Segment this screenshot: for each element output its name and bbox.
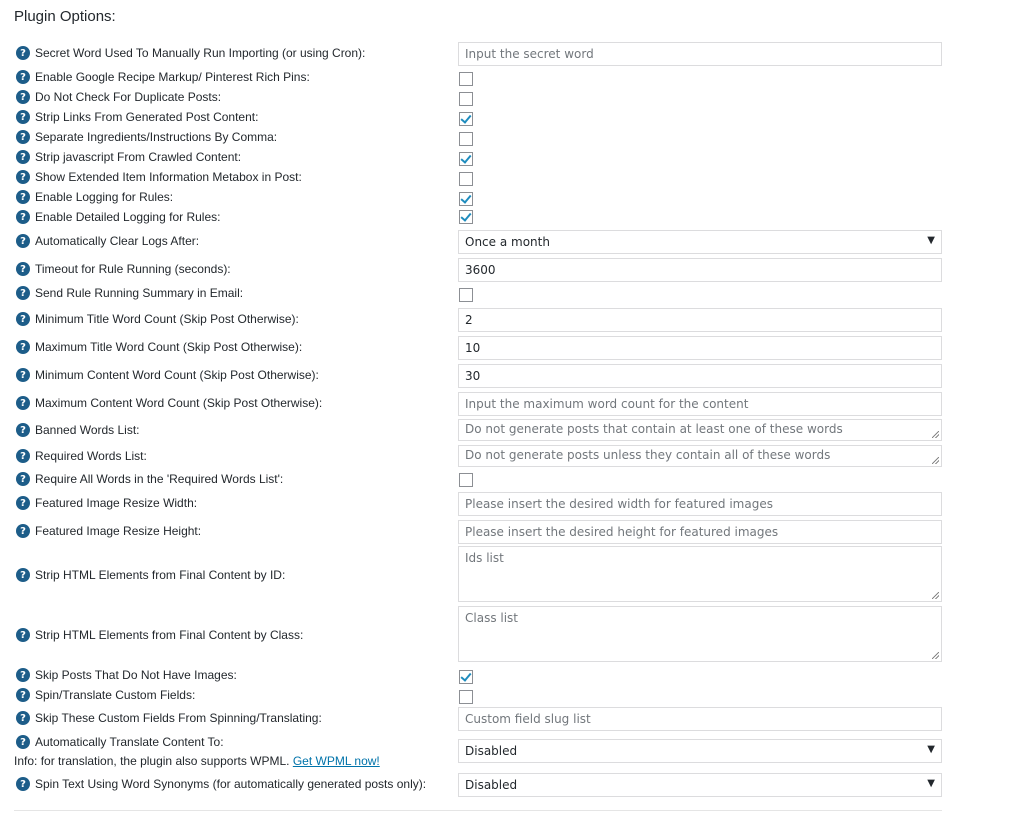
label-featured-height: ? Featured Image Resize Height: — [16, 524, 201, 538]
label-secret-word: ? Secret Word Used To Manually Run Importing (or using Cron): — [16, 46, 365, 60]
label-required-words: ? Required Words List: — [16, 449, 147, 463]
help-icon[interactable]: ? — [16, 711, 30, 725]
google-recipe-markup-checkbox[interactable] — [459, 72, 473, 86]
translate-to-select[interactable]: Disabled ▼ — [458, 739, 942, 763]
get-wpml-link[interactable]: Get WPML now! — [292, 754, 380, 768]
help-icon[interactable]: ? — [16, 210, 30, 224]
label-spin-custom-fields: ? Spin/Translate Custom Fields: — [16, 688, 195, 702]
help-icon[interactable]: ? — [16, 735, 30, 749]
help-icon[interactable]: ? — [16, 46, 30, 60]
label-google-recipe-markup: ? Enable Google Recipe Markup/ Pinterest Rich Pins: — [16, 70, 310, 84]
label-no-duplicate-check: ? Do Not Check For Duplicate Posts: — [16, 90, 221, 104]
label-detailed-logging: ? Enable Detailed Logging for Rules: — [16, 210, 220, 224]
help-icon[interactable]: ? — [16, 234, 30, 248]
no-duplicate-check-checkbox[interactable] — [459, 92, 473, 106]
max-title-words-input[interactable]: 10 — [458, 336, 942, 360]
separate-ingredients-checkbox[interactable] — [459, 132, 473, 146]
dropdown-arrow-icon: ▼ — [927, 235, 935, 246]
help-icon[interactable]: ? — [16, 170, 30, 184]
help-icon[interactable]: ? — [16, 668, 30, 682]
help-icon[interactable]: ? — [16, 340, 30, 354]
label-summary-email: ? Send Rule Running Summary in Email: — [16, 286, 243, 300]
page-title: Plugin Options: — [14, 8, 116, 25]
help-icon[interactable]: ? — [16, 70, 30, 84]
resize-grip-icon[interactable] — [932, 592, 939, 599]
help-icon[interactable]: ? — [16, 568, 30, 582]
featured-width-input[interactable]: Please insert the desired width for featured images — [458, 492, 942, 516]
help-icon[interactable]: ? — [16, 130, 30, 144]
dropdown-arrow-icon: ▼ — [927, 778, 935, 789]
label-translate-to: ? Automatically Translate Content To: — [16, 735, 224, 749]
label-strip-javascript: ? Strip javascript From Crawled Content: — [16, 150, 241, 164]
label-strip-by-id: ? Strip HTML Elements from Final Content by ID: — [16, 568, 285, 582]
help-icon[interactable]: ? — [16, 449, 30, 463]
help-icon[interactable]: ? — [16, 262, 30, 276]
skip-no-images-checkbox[interactable] — [459, 670, 473, 684]
resize-grip-icon[interactable] — [932, 457, 939, 464]
divider — [14, 810, 942, 811]
min-title-words-input[interactable]: 2 — [458, 308, 942, 332]
help-icon[interactable]: ? — [16, 472, 30, 486]
help-icon[interactable]: ? — [16, 423, 30, 437]
label-skip-no-images: ? Skip Posts That Do Not Have Images: — [16, 668, 237, 682]
help-icon[interactable]: ? — [16, 628, 30, 642]
label-separate-ingredients: ? Separate Ingredients/Instructions By Comma: — [16, 130, 277, 144]
spin-custom-fields-checkbox[interactable] — [459, 690, 473, 704]
spin-synonyms-select[interactable]: Disabled ▼ — [458, 773, 942, 797]
label-strip-by-class: ? Strip HTML Elements from Final Content by Class: — [16, 628, 303, 642]
help-icon[interactable]: ? — [16, 524, 30, 538]
help-icon[interactable]: ? — [16, 496, 30, 510]
wpml-info: Info: for translation, the plugin also supports WPML. Get WPML now! — [14, 754, 380, 768]
strip-links-checkbox[interactable] — [459, 112, 473, 126]
resize-grip-icon[interactable] — [932, 652, 939, 659]
help-icon[interactable]: ? — [16, 777, 30, 791]
label-banned-words: ? Banned Words List: — [16, 423, 140, 437]
label-min-content-words: ? Minimum Content Word Count (Skip Post Otherwise): — [16, 368, 319, 382]
help-icon[interactable]: ? — [16, 688, 30, 702]
label-max-content-words: ? Maximum Content Word Count (Skip Post Otherwise): — [16, 396, 322, 410]
strip-by-id-textarea[interactable]: Ids list — [458, 546, 942, 602]
require-all-words-checkbox[interactable] — [459, 473, 473, 487]
resize-grip-icon[interactable] — [932, 431, 939, 438]
label-extended-metabox: ? Show Extended Item Information Metabox in Post: — [16, 170, 302, 184]
banned-words-textarea[interactable]: Do not generate posts that contain at least one of these words — [458, 419, 942, 441]
timeout-input[interactable]: 3600 — [458, 258, 942, 282]
summary-email-checkbox[interactable] — [459, 288, 473, 302]
min-content-words-input[interactable]: 30 — [458, 364, 942, 388]
label-max-title-words: ? Maximum Title Word Count (Skip Post Otherwise): — [16, 340, 302, 354]
max-content-words-input[interactable]: Input the maximum word count for the content — [458, 392, 942, 416]
required-words-textarea[interactable]: Do not generate posts unless they contain all of these words — [458, 445, 942, 467]
strip-javascript-checkbox[interactable] — [459, 152, 473, 166]
secret-word-input[interactable]: Input the secret word — [458, 42, 942, 66]
detailed-logging-checkbox[interactable] — [459, 210, 473, 224]
skip-custom-fields-input[interactable]: Custom field slug list — [458, 707, 942, 731]
help-icon[interactable]: ? — [16, 190, 30, 204]
label-strip-links: ? Strip Links From Generated Post Content: — [16, 110, 258, 124]
label-min-title-words: ? Minimum Title Word Count (Skip Post Otherwise): — [16, 312, 299, 326]
strip-by-class-textarea[interactable]: Class list — [458, 606, 942, 662]
help-icon[interactable]: ? — [16, 368, 30, 382]
dropdown-arrow-icon: ▼ — [927, 744, 935, 755]
clear-logs-select[interactable]: Once a month ▼ — [458, 230, 942, 254]
help-icon[interactable]: ? — [16, 110, 30, 124]
label-spin-synonyms: ? Spin Text Using Word Synonyms (for automatically generated posts only): — [16, 777, 426, 791]
enable-logging-checkbox[interactable] — [459, 192, 473, 206]
help-icon[interactable]: ? — [16, 286, 30, 300]
label-clear-logs: ? Automatically Clear Logs After: — [16, 234, 199, 248]
help-icon[interactable]: ? — [16, 150, 30, 164]
label-require-all-words: ? Require All Words in the 'Required Words List': — [16, 472, 283, 486]
label-timeout: ? Timeout for Rule Running (seconds): — [16, 262, 231, 276]
featured-height-input[interactable]: Please insert the desired height for featured images — [458, 520, 942, 544]
extended-metabox-checkbox[interactable] — [459, 172, 473, 186]
label-featured-width: ? Featured Image Resize Width: — [16, 496, 197, 510]
help-icon[interactable]: ? — [16, 312, 30, 326]
label-skip-custom-fields: ? Skip These Custom Fields From Spinning/Translating: — [16, 711, 322, 725]
help-icon[interactable]: ? — [16, 396, 30, 410]
label-enable-logging: ? Enable Logging for Rules: — [16, 190, 173, 204]
help-icon[interactable]: ? — [16, 90, 30, 104]
